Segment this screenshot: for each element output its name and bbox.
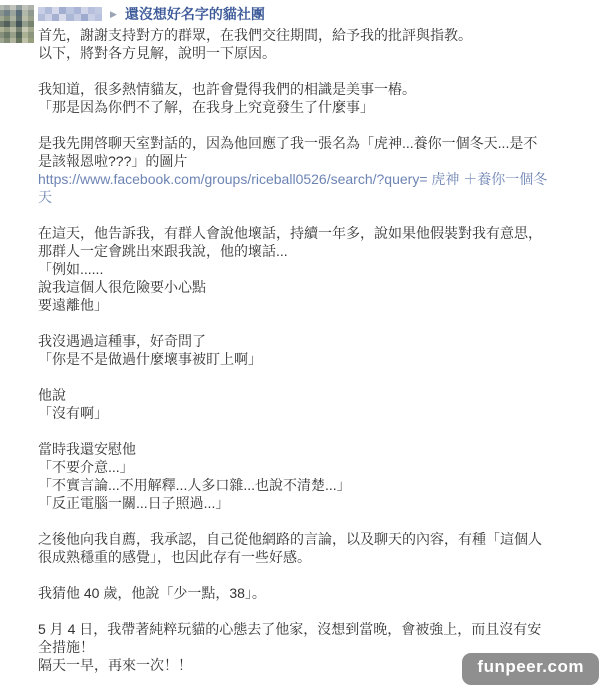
mosaic-pixel xyxy=(88,7,95,14)
post-line: 以下，將對各方見解，說明一下原因。 xyxy=(38,45,276,61)
mosaic-pixel xyxy=(88,14,95,21)
post-line: 「例如...... xyxy=(38,261,104,277)
post-body xyxy=(38,26,594,674)
post-line: 他說 xyxy=(38,387,66,403)
post-line: 「你是不是做過什麼壞事被盯上啊」 xyxy=(38,351,262,367)
post-line: 當時我還安慰他 xyxy=(38,441,136,457)
post-line: 我猜他 40 歲，他說「少一點，38」。 xyxy=(38,585,266,601)
watermark: funpeer.com xyxy=(462,653,599,685)
post-content xyxy=(38,0,600,674)
post-paragraph xyxy=(38,134,594,206)
mosaic-pixel xyxy=(59,14,66,21)
post-line: 說我這個人很危險要小心點 xyxy=(38,279,206,295)
arrow-right-icon: ▶ xyxy=(110,8,117,19)
post-link-line[interactable]: 天 xyxy=(38,189,52,205)
mosaic-pixel xyxy=(45,14,52,21)
post-line: 我沒遇過這種事，好奇問了 xyxy=(38,333,206,349)
post-paragraph xyxy=(38,332,594,368)
mosaic-pixel xyxy=(59,7,66,14)
mosaic-pixel xyxy=(95,14,102,21)
post-line: 那群人一定會跳出來跟我說，他的壞話... xyxy=(38,243,288,259)
post-paragraph xyxy=(38,530,594,566)
mosaic-pixel xyxy=(95,7,102,14)
post-line: 「不要介意...」 xyxy=(38,459,134,475)
post-paragraph xyxy=(38,224,594,314)
avatar[interactable] xyxy=(0,5,34,43)
mosaic-pixel xyxy=(52,7,59,14)
post-line: 5 月 4 日，我帶著純粹玩貓的心態去了他家，沒想到當晚，會被強上，而且沒有安 xyxy=(38,621,542,637)
group-name-link[interactable]: 還沒想好名字的貓社團 xyxy=(124,6,265,22)
mosaic-pixel xyxy=(81,14,88,21)
post-line: 我知道，很多熱情貓友，也許會覺得我們的相識是美事一樁。 xyxy=(38,81,416,97)
post-header xyxy=(38,5,594,23)
post-line: 「沒有啊」 xyxy=(38,405,108,421)
mosaic-pixel xyxy=(38,7,45,14)
mosaic-pixel xyxy=(66,14,73,21)
post-link-line[interactable]: https://www.facebook.com/groups/riceball0526/search/?query= 虎神 ＋養你一個冬 xyxy=(38,171,548,187)
post-line: 是該報恩啦???」的圖片 xyxy=(38,153,188,169)
username-blurred[interactable] xyxy=(38,7,102,21)
post-line: 隔天一早，再來一次！！ xyxy=(38,657,192,673)
post-line: 在這天，他告訴我，有群人會說他壞話，持續一年多，說如果他假裝對我有意思， xyxy=(38,225,542,241)
post-paragraph xyxy=(38,440,594,512)
mosaic-pixel xyxy=(74,14,81,21)
mosaic-pixel xyxy=(38,14,45,21)
post-line: 是我先開啓聊天室對話的，因為他回應了我一張名為「虎神...養你一個冬天...是不 xyxy=(38,135,538,151)
mosaic-pixel xyxy=(74,7,81,14)
mosaic-pixel xyxy=(66,7,73,14)
post-paragraph xyxy=(38,80,594,116)
post-line: 「反正電腦一關...日子照過...」 xyxy=(38,495,230,511)
post-line: 很成熟穩重的感覺」，也因此存有一些好感。 xyxy=(38,549,311,565)
post-line: 全措施！ xyxy=(38,639,94,655)
post-line: 要遠離他」 xyxy=(38,297,108,313)
post-paragraph xyxy=(38,26,594,62)
post-line: 首先，謝謝支持對方的群眾，在我們交往期間，給予我的批評與指教。 xyxy=(38,27,472,43)
mosaic-pixel xyxy=(81,7,88,14)
mosaic-pixel xyxy=(28,38,34,43)
post-line: 「那是因為你們不了解，在我身上究竟發生了什麼事」 xyxy=(38,99,374,115)
post-paragraph xyxy=(38,386,594,422)
mosaic-pixel xyxy=(45,7,52,14)
post-line: 「不實言論...不用解釋...人多口雜...也說不清楚...」 xyxy=(38,477,351,493)
mosaic-pixel xyxy=(52,14,59,21)
post-paragraph xyxy=(38,584,594,602)
post-line: 之後他向我自薦，我承認，自己從他網路的言論，以及聊天的內容，有種「這個人 xyxy=(38,531,542,547)
